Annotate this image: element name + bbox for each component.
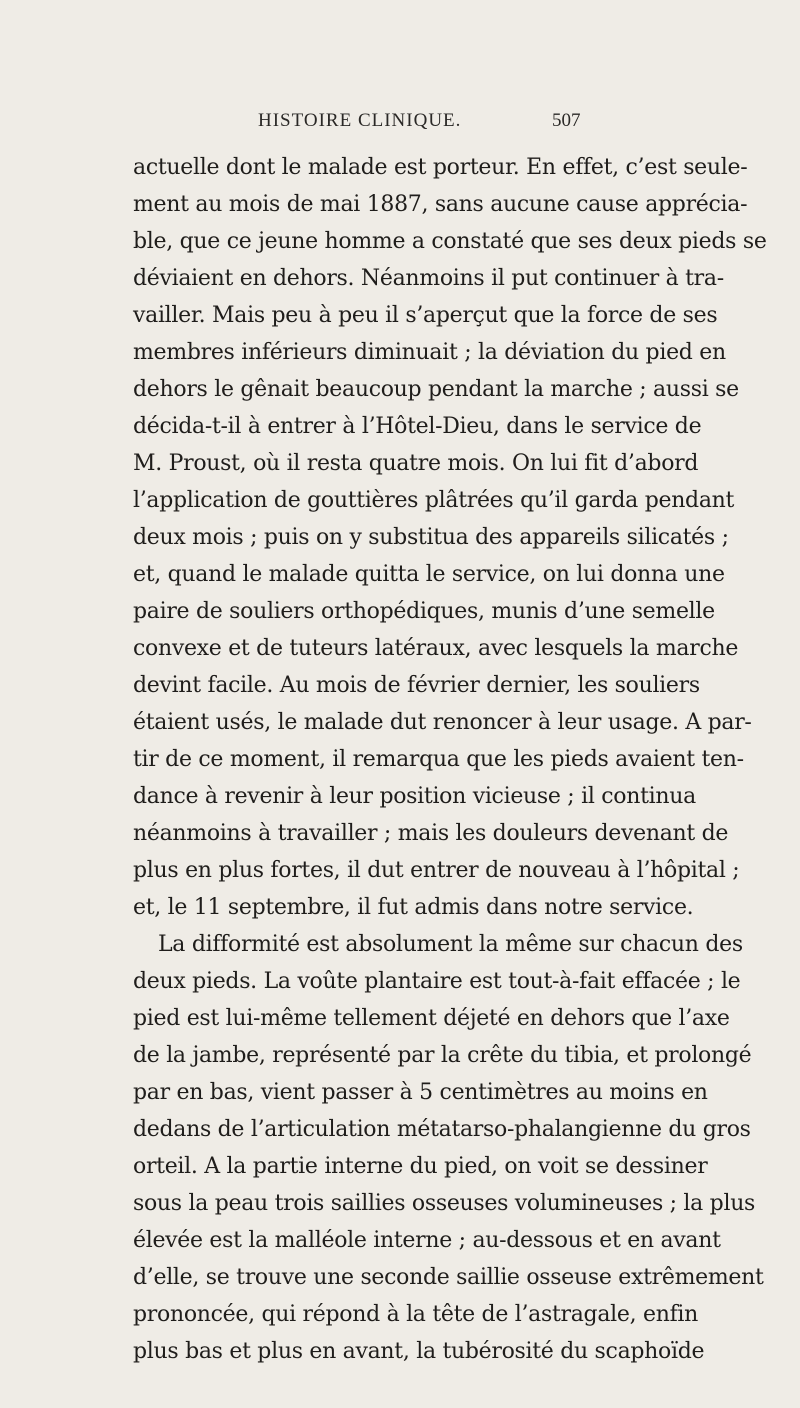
text-line: plus en plus fortes, il dut entrer de nouveau à l’hôpital ; [133,858,740,883]
text-line: tir de ce moment, il remarqua que les pieds avaient ten- [133,747,744,772]
text-line: et, quand le malade quitta le service, on lui donna une [133,562,725,587]
text-line: plus bas et plus en avant, la tubérosité du scaphoïde [133,1339,705,1364]
text-line: prononcée, qui répond à la tête de l’astragale, enfin [133,1302,699,1327]
text-line: dehors le gênait beaucoup pendant la marche ; aussi se [133,377,739,402]
text-line: étaient usés, le malade dut renoncer à leur usage. A par- [133,710,752,735]
text-line: La difformité est absolument la même sur chacun des [158,932,743,957]
text-line: l’application de gouttières plâtrées qu’il garda pendant [133,488,735,513]
text-line: deux pieds. La voûte plantaire est tout-à-fait effacée ; le [133,969,741,994]
text-line: décida-t-il à entrer à l’Hôtel-Dieu, dans le service de [133,414,702,439]
text-line: néanmoins à travailler ; mais les douleurs devenant de [133,821,729,846]
text-line: M. Proust, où il resta quatre mois. On lui fit d’abord [133,451,699,476]
text-line: et, le 11 septembre, il fut admis dans notre service. [133,895,694,920]
text-line: membres inférieurs diminuait ; la déviation du pied en [133,340,726,365]
text-line: élevée est la malléole interne ; au-dessous et en avant [133,1228,721,1253]
text-line: deux mois ; puis on y substitua des appareils silicatés ; [133,525,729,550]
text-line: vailler. Mais peu à peu il s’aperçut que la force de ses [133,303,718,328]
text-line: d’elle, se trouve une seconde saillie osseuse extrêmement [133,1265,764,1290]
text-line: par en bas, vient passer à 5 centimètres au moins en [133,1080,708,1105]
text-line: ment au mois de mai 1887, sans aucune cause apprécia- [133,192,748,217]
text-line: paire de souliers orthopédiques, munis d’une semelle [133,599,715,624]
running-head: HISTOIRE CLINIQUE. [258,110,462,131]
text-line: déviaient en dehors. Néanmoins il put continuer à tra- [133,266,724,291]
text-line: convexe et de tuteurs latéraux, avec lesquels la marche [133,636,739,661]
text-line: orteil. A la partie interne du pied, on voit se dessiner [133,1154,708,1179]
text-line: actuelle dont le malade est porteur. En effet, c’est seule- [133,155,748,180]
text-line: ble, que ce jeune homme a constaté que ses deux pieds se [133,229,767,254]
text-line: dance à revenir à leur position vicieuse ; il continua [133,784,696,809]
text-line: sous la peau trois saillies osseuses volumineuses ; la plus [133,1191,756,1216]
text-line: dedans de l’articulation métatarso-phalangienne du gros [133,1117,751,1142]
text-line: devint facile. Au mois de février dernier, les souliers [133,673,700,698]
text-line: de la jambe, représenté par la crête du tibia, et prolongé [133,1043,752,1068]
page-number: 507 [552,110,581,131]
text-line: pied est lui-même tellement déjeté en dehors que l’axe [133,1006,730,1031]
